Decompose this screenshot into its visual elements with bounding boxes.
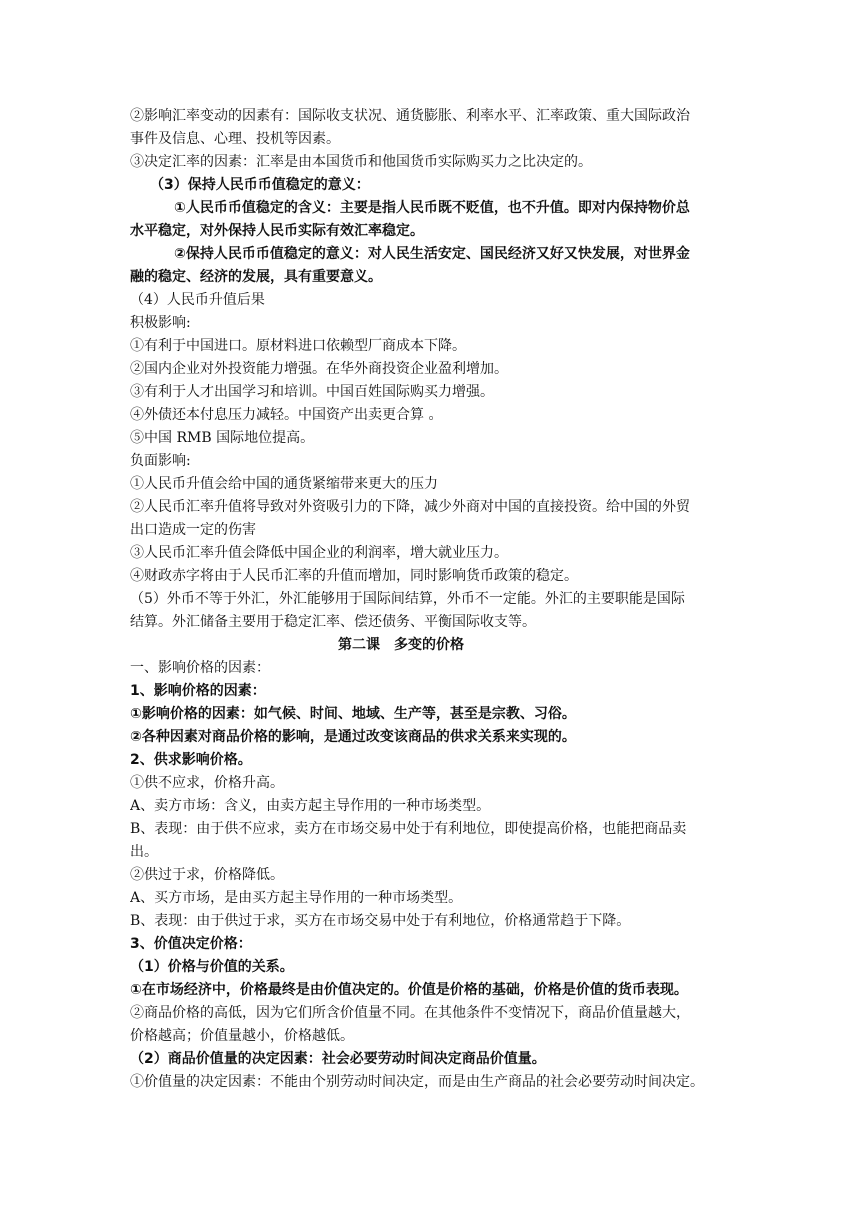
section-heading: （3）保持人民币币值稳定的意义： xyxy=(150,177,370,193)
text-line: 负面影响: xyxy=(130,453,191,469)
text-line: ②国内企业对外投资能力增强。在华外商投资企业盈利增加。 xyxy=(130,361,508,377)
text-line: ⑤中国 RMB 国际地位提高。 xyxy=(130,430,315,446)
section-heading: 2、供求影响价格。 xyxy=(130,752,252,768)
text-line: ①价值量的决定因素：不能由个别劳动时间决定，而是由生产商品的社会必要劳动时间决定。 xyxy=(130,1074,704,1090)
text-line-bold: ②保持人民币币值稳定的意义：对人民生活安定、国民经济又好又快发展，对世界金 xyxy=(174,246,690,262)
section-heading: （1）价格与价值的关系。 xyxy=(130,959,294,975)
text-line-bold: ①在市场经济中，价格最终是由价值决定的。价值是价格的基础，价格是价值的货币表现。 xyxy=(130,982,688,998)
text-line: ②供过于求，价格降低。 xyxy=(130,867,284,883)
text-line: 价格越高；价值量越小，价格越低。 xyxy=(130,1028,354,1044)
section-heading: 3、价值决定价格： xyxy=(130,936,252,952)
text-line: 事件及信息、心理、投机等因素。 xyxy=(130,131,340,147)
section-heading: （4）人民币升值后果 xyxy=(130,292,265,308)
text-line: 出口造成一定的伤害 xyxy=(130,522,256,538)
section-heading: 一、影响价格的因素： xyxy=(130,660,270,676)
text-line: ①有利于中国进口。原材料进口依赖型厂商成本下降。 xyxy=(130,338,466,354)
text-line: B、表现：由于供不应求，卖方在市场交易中处于有利地位，即使提高价格，也能把商品卖 xyxy=(130,821,687,837)
text-line: A、买方市场，是由买方起主导作用的一种市场类型。 xyxy=(130,890,463,906)
text-line: ②人民币汇率升值将导致对外资吸引力的下降，减少外商对中国的直接投资。给中国的外贸 xyxy=(130,499,690,515)
text-line: ③有利于人才出国学习和培训。中国百姓国际购买力增强。 xyxy=(130,384,494,400)
text-line: 出。 xyxy=(130,844,158,860)
text-line: ④财政赤字将由于人民币汇率的升值而增加，同时影响货币政策的稳定。 xyxy=(130,568,578,584)
text-line: ①人民币升值会给中国的通货紧缩带来更大的压力 xyxy=(130,476,438,492)
lesson-title: 第二课 多变的价格 xyxy=(338,637,464,653)
section-heading: （2）商品价值量的决定因素：社会必要劳动时间决定商品价值量。 xyxy=(130,1051,546,1067)
text-line: ③人民币汇率升值会降低中国企业的利润率，增大就业压力。 xyxy=(130,545,508,561)
text-line: A、卖方市场：含义，由卖方起主导作用的一种市场类型。 xyxy=(130,798,491,814)
text-line-bold: 水平稳定，对外保持人民币实际有效汇率稳定。 xyxy=(130,223,424,239)
text-line-bold: 融的稳定、经济的发展，具有重要意义。 xyxy=(130,269,382,285)
text-line: ③决定汇率的因素：汇率是由本国货币和他国货币实际购买力之比决定的。 xyxy=(130,154,592,170)
text-line: ①供不应求，价格升高。 xyxy=(130,775,284,791)
text-line: ②影响汇率变动的因素有：国际收支状况、通货膨胀、利率水平、汇率政策、重大国际政治 xyxy=(130,108,690,124)
text-line: ④外债还本付息压力减轻。中国资产出卖更合算 。 xyxy=(130,407,443,423)
text-line-bold: ②各种因素对商品价格的影响，是通过改变该商品的供求关系来实现的。 xyxy=(130,729,576,745)
text-line: B、表现：由于供过于求，买方在市场交易中处于有利地位，价格通常趋于下降。 xyxy=(130,913,631,929)
text-line: ②商品价格的高低，因为它们所含价值量不同。在其他条件不变情况下，商品价值量越大， xyxy=(130,1005,690,1021)
text-line-bold: ①影响价格的因素：如气候、时间、地域、生产等，甚至是宗教、习俗。 xyxy=(130,706,576,722)
document-body xyxy=(130,105,732,1094)
section-heading: 1、影响价格的因素： xyxy=(130,683,266,699)
text-line: （5）外币不等于外汇，外汇能够用于国际间结算，外币不一定能。外汇的主要职能是国际 xyxy=(130,591,685,607)
text-line-bold: ①人民币币值稳定的含义：主要是指人民币既不贬值，也不升值。即对内保持物价总 xyxy=(174,200,690,216)
text-line: 结算。外汇储备主要用于稳定汇率、偿还债务、平衡国际收支等。 xyxy=(130,614,536,630)
text-line: 积极影响: xyxy=(130,315,191,331)
